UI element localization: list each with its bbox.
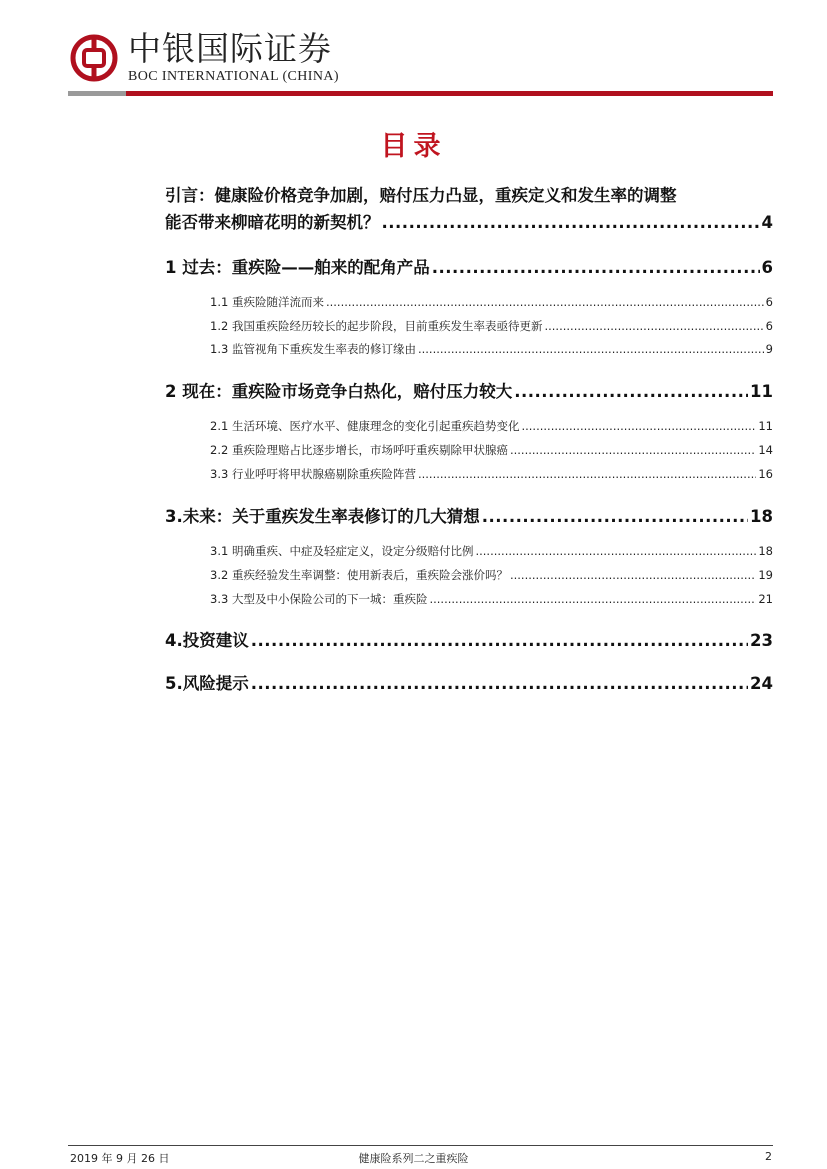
toc-leader (382, 213, 760, 232)
toc-entry-label: 1.2 我国重疾险经历较长的起步阶段，目前重疾发生率表亟待更新 (210, 319, 543, 333)
toc-intro-entry[interactable] (165, 209, 773, 233)
toc-leader (544, 319, 763, 333)
toc-entry-label: 1 过去：重疾险——舶来的配角产品 (165, 258, 430, 277)
brand-name-cn: 中银国际证券 (128, 29, 332, 68)
toc-entry-label: 3.1 明确重疾、中症及轻症定义，设定分级赔付比例 (210, 544, 474, 558)
footer-page-number: 2 (765, 1150, 772, 1163)
toc-entry-label: 4.投资建议 (165, 631, 249, 650)
toc-entry-2-2[interactable] (210, 442, 773, 458)
toc-entry-page: 11 (758, 419, 773, 433)
header-rule-red (126, 91, 773, 96)
toc-entry-3-1[interactable] (210, 543, 773, 559)
boc-logo-icon (70, 34, 118, 82)
toc-intro-line1[interactable]: 引言：健康险价格竞争加剧，赔付压力凸显，重疾定义和发生率的调整 (165, 186, 677, 205)
brand-name-en: BOC INTERNATIONAL (CHINA) (128, 69, 339, 84)
toc-entry-label: 3.3 大型及中小保险公司的下一城：重疾险 (210, 592, 428, 606)
toc-leader (418, 467, 756, 481)
toc-entry-1-1[interactable] (210, 294, 773, 310)
toc-entry-page: 9 (765, 342, 773, 356)
toc-entry-label: 5.风险提示 (165, 674, 249, 693)
toc-entry-label: 2 现在：重疾险市场竞争白热化，赔付压力较大 (165, 382, 513, 401)
toc-leader (475, 544, 756, 558)
toc-entry-page: 6 (765, 319, 773, 333)
toc-entry-page: 16 (758, 467, 773, 481)
toc-entry-label: 3.2 重疾经验发生率调整：使用新表后，重疾险会涨价吗？ (210, 568, 508, 582)
toc-entry-2-1[interactable] (210, 418, 773, 434)
toc-leader (510, 443, 756, 457)
toc-entry-2-3[interactable] (210, 466, 773, 482)
toc-leader (326, 295, 764, 309)
toc-entry-1[interactable] (165, 254, 773, 278)
toc-leader (510, 568, 756, 582)
toc-entry-3-3[interactable] (210, 591, 773, 607)
footer-date: 2019 年 9 月 26 日 (70, 1152, 170, 1165)
toc-entry-label: 1.1 重疾险随洋流而来 (210, 295, 324, 309)
toc-leader (418, 342, 764, 356)
toc-title: 目录 (380, 131, 447, 162)
toc-entry-page: 4 (761, 213, 773, 232)
toc-leader (429, 592, 756, 606)
toc-entry-page: 19 (758, 568, 773, 582)
toc-leader (251, 631, 748, 650)
header-brand (70, 28, 339, 88)
toc-entry-label: 能否带来柳暗花明的新契机？ (165, 213, 380, 232)
toc-entry-label: 3.3 行业呼吁将甲状腺癌剔除重疾险阵营 (210, 467, 416, 481)
toc-entry-2[interactable] (165, 378, 773, 402)
toc-entry-1-3[interactable] (210, 341, 773, 357)
toc-entry-label: 2.2 重疾险理赔占比逐步增长，市场呼吁重疾剔除甲状腺癌 (210, 443, 508, 457)
toc-entry-label: 1.3 监管视角下重疾发生率表的修订缘由 (210, 342, 416, 356)
toc-entry-page: 18 (750, 507, 773, 526)
toc-entry-3[interactable] (165, 503, 773, 527)
toc-leader (251, 674, 748, 693)
footer-title: 健康险系列二之重疾险 (358, 1152, 469, 1165)
toc-leader (432, 258, 760, 277)
toc-entry-page: 18 (758, 544, 773, 558)
toc-entry-page: 11 (750, 382, 773, 401)
toc-entry-page: 6 (761, 258, 773, 277)
header-rule-gray (68, 91, 126, 96)
footer-rule (68, 1145, 773, 1146)
toc-leader (482, 507, 748, 526)
toc-entry-page: 24 (750, 674, 773, 693)
toc-entry-page: 6 (765, 295, 773, 309)
toc-entry-4[interactable] (165, 627, 773, 651)
toc-entry-3-2[interactable] (210, 567, 773, 583)
toc-entry-5[interactable] (165, 670, 773, 694)
toc-leader (521, 419, 756, 433)
toc-entry-label: 2.1 生活环境、医疗水平、健康理念的变化引起重疾趋势变化 (210, 419, 520, 433)
toc-entry-page: 21 (758, 592, 773, 606)
toc-entry-label: 3.未来：关于重疾发生率表修订的几大猜想 (165, 507, 480, 526)
toc-entry-1-2[interactable] (210, 318, 773, 334)
toc-entry-page: 23 (750, 631, 773, 650)
toc-leader (514, 382, 748, 401)
toc-entry-page: 14 (758, 443, 773, 457)
